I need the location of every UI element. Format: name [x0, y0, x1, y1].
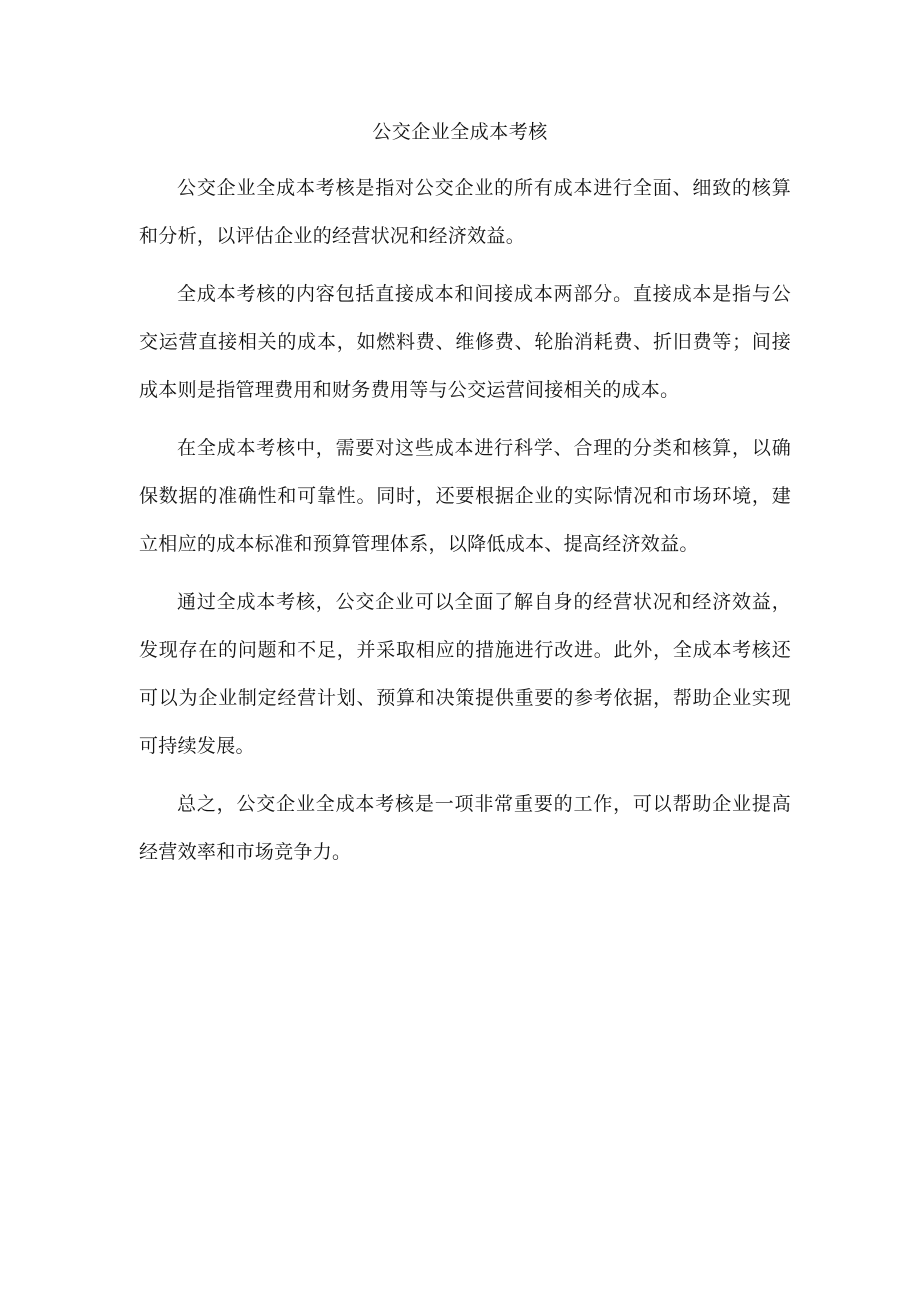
paragraph-4: 通过全成本考核，公交企业可以全面了解自身的经营状况和经济效益，发现存在的问题和不足，并采取相应的措施进行改进。此外，全成本考核还可以为企业制定经营计划、预算和决策提供重要的参考依据，帮助企业实现可持续发展。: [139, 591, 791, 757]
paragraph-5: 总之，公交企业全成本考核是一项非常重要的工作，可以帮助企业提高经营效率和市场竞争力。: [139, 793, 791, 863]
document-body: [139, 164, 791, 886]
paragraph-3: 在全成本考核中，需要对这些成本进行科学、合理的分类和核算，以确保数据的准确性和可靠性。同时，还要根据企业的实际情况和市场环境，建立相应的成本标准和预算管理体系，以降低成本、提高经济效益。: [139, 437, 791, 555]
paragraph-2: 全成本考核的内容包括直接成本和间接成本两部分。直接成本是指与公交运营直接相关的成本，如燃料费、维修费、轮胎消耗费、折旧费等；间接成本则是指管理费用和财务费用等与公交运营间接相关的成本。: [139, 283, 791, 401]
document-title: 公交企业全成本考核: [372, 121, 548, 143]
paragraph-1: 公交企业全成本考核是指对公交企业的所有成本进行全面、细致的核算和分析，以评估企业的经营状况和经济效益。: [139, 177, 791, 247]
